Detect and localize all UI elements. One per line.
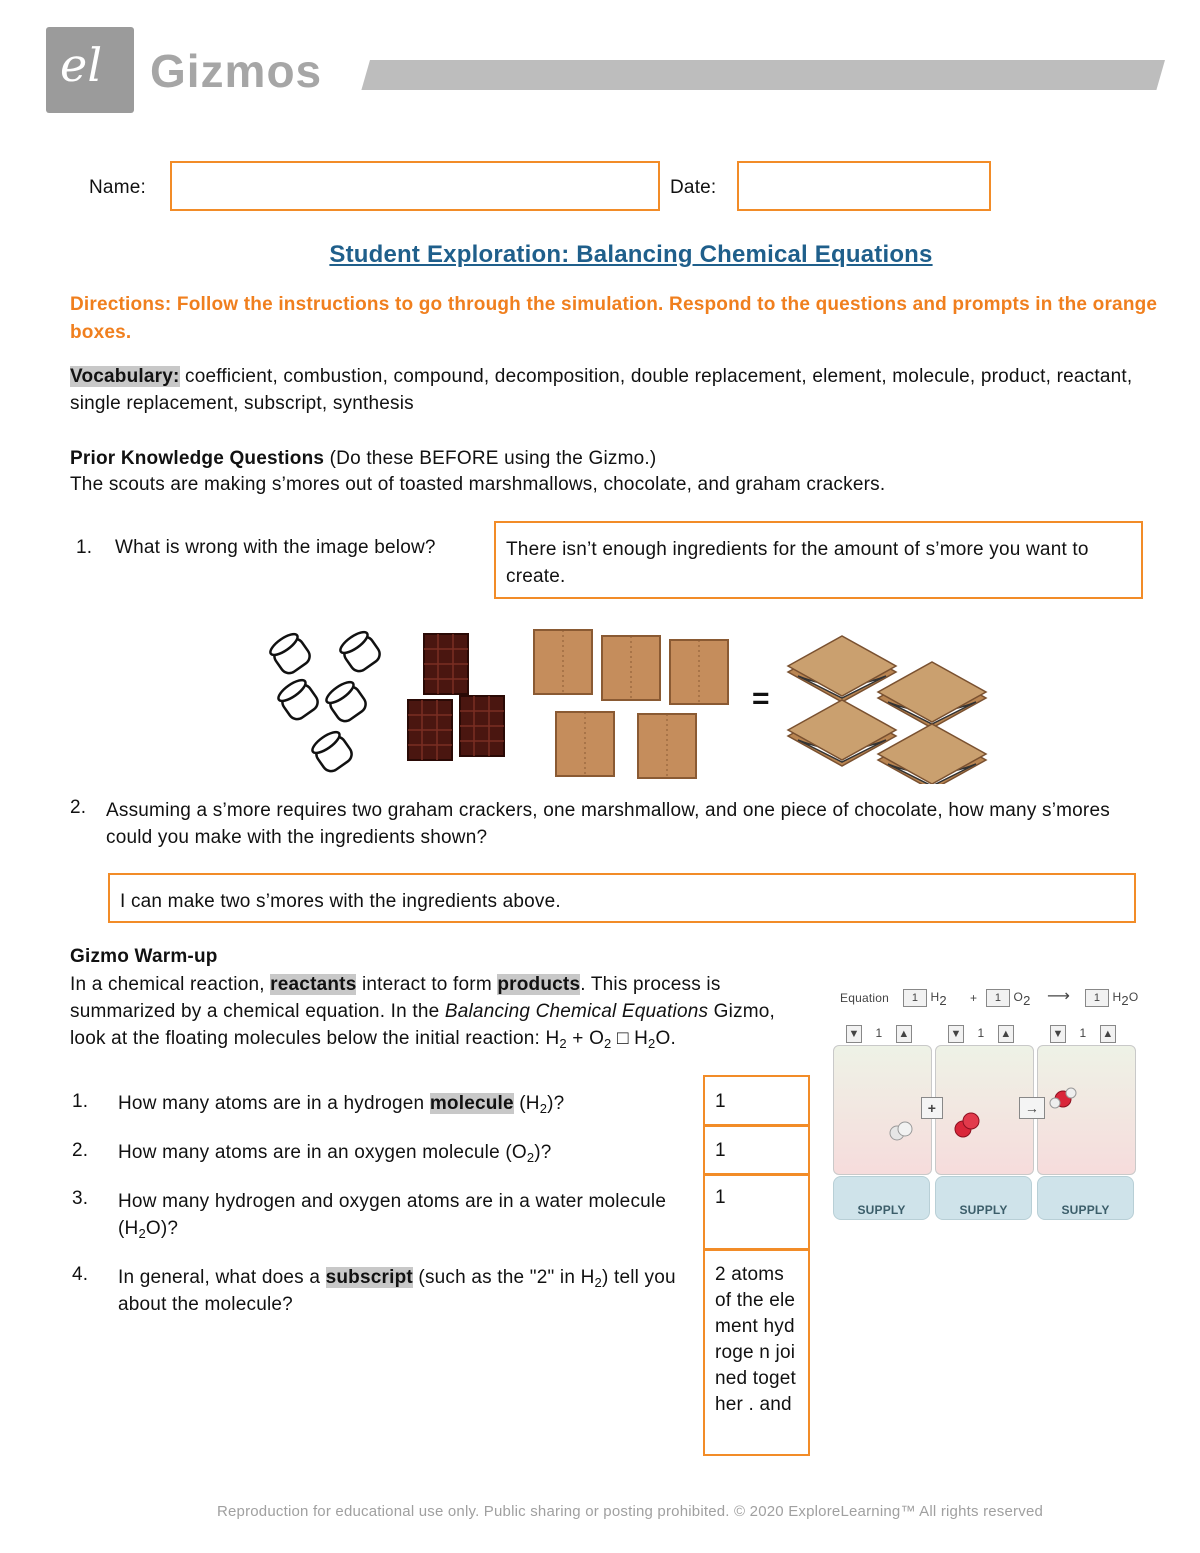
- warmup-q2-text: How many atoms are in an oxygen molecule $(O_2)$?: [118, 1142, 552, 1165]
- warmup-text-e: + O: [566, 1028, 605, 1049]
- equals-sign: =: [752, 682, 770, 715]
- vocabulary-terms: coefficient, combustion, compound, decomposition, double replacement, element, molecule, product, reactant, single replacement, subscript, synthesis: [70, 366, 1133, 414]
- smores-illustration: [262, 624, 1002, 784]
- warmup-text-b: interact to form: [356, 974, 498, 995]
- warmup-text-f: □ H: [611, 1028, 649, 1049]
- q2-answer: I can make two s’mores with the ingredients above.: [120, 891, 561, 912]
- count-o2: 1: [977, 1026, 985, 1040]
- header-bar: [361, 60, 1165, 90]
- term-products: products: [497, 974, 581, 995]
- warmup-text-d: Gizmo, look at the floating molecules below the initial reaction: H: [70, 1001, 776, 1049]
- date-label: Date:: [670, 177, 717, 198]
- prior-heading: [70, 445, 1170, 472]
- warmup-q4-number: 4.: [72, 1264, 89, 1285]
- name-field[interactable]: [170, 161, 660, 211]
- warmup-q1-text: How many atoms are in a hydrogen molecule $(H_2)$?: [118, 1093, 565, 1116]
- plus-icon: +: [921, 1097, 943, 1119]
- counter-h2: [846, 1025, 912, 1043]
- plus-label: +: [970, 991, 978, 1005]
- warmup-a1: 1: [715, 1091, 726, 1112]
- name-label: Name:: [89, 177, 146, 198]
- warmup-q4-text: In general, what does a subscript (such as the "2" in $H_2$) tell you about the molecule?: [118, 1267, 676, 1315]
- footer-copyright: Reproduction for educational use only. Public sharing or posting prohibited. © 2020 ExploreLearning™ All rights reserved: [216, 1503, 1044, 1520]
- equation-label: Equation: [840, 991, 889, 1005]
- count-h2: 1: [875, 1026, 883, 1040]
- warmup-q3-text: How many hydrogen and oxygen atoms are in a water molecule $(H_2O)$?: [118, 1191, 667, 1241]
- chocolate-icons: [408, 634, 504, 760]
- warmup-a2: 1: [715, 1140, 726, 1161]
- hydrogen-molecule-icon: [890, 1122, 912, 1140]
- prior-intro: The scouts are making s’mores out of toasted marshmallows, chocolate, and graham crackers.: [70, 474, 886, 495]
- supply-button-h2o[interactable]: SUPPLY: [1037, 1176, 1134, 1220]
- vocabulary-label: Vocabulary:: [70, 366, 180, 387]
- q1-answer: There isn’t enough ingredients for the amount of s’more you want to create.: [506, 539, 1089, 587]
- subscript: 2: [604, 1036, 612, 1051]
- coefficient-h2o[interactable]: 1: [1085, 989, 1109, 1007]
- warmup-q3-number: 3.: [72, 1188, 89, 1209]
- q2-text: Assuming a s’more requires two graham crackers, one marshmallow, and one piece of chocolate, how many s’mores could you make with the ingredients shown?: [106, 800, 1110, 848]
- coefficient-o2[interactable]: 1: [986, 989, 1010, 1007]
- warmup-a1-box[interactable]: [703, 1075, 810, 1127]
- warmup-q2-number: 2.: [72, 1140, 89, 1161]
- counter-h2o: [1050, 1025, 1116, 1043]
- prior-heading-text: Prior Knowledge Questions: [70, 448, 325, 469]
- supply-button-o2[interactable]: SUPPLY: [935, 1176, 1032, 1220]
- date-field[interactable]: [737, 161, 991, 211]
- arrow-icon: ⟶: [1047, 988, 1071, 1005]
- warmup-a2-box[interactable]: [703, 1124, 810, 1176]
- decrement-icon[interactable]: ▼: [948, 1025, 964, 1043]
- explorelearning-logo: el: [60, 38, 103, 92]
- count-h2o: 1: [1079, 1026, 1087, 1040]
- vocabulary: [70, 363, 1170, 417]
- marshmallow-icons: [267, 628, 383, 774]
- term-molecule: molecule: [429, 1093, 514, 1114]
- page-title: Student Exploration: Balancing Chemical Equations: [329, 241, 933, 268]
- increment-icon[interactable]: ▲: [998, 1025, 1014, 1043]
- reaction-arrow-icon: →: [1019, 1097, 1045, 1119]
- equation-row: 1 $H_2$: [903, 989, 947, 1007]
- warmup-a3: 1: [715, 1187, 726, 1208]
- directions: Directions: Follow the instructions to go through the simulation. Respond to the questions and prompts in the orange boxes.: [70, 294, 1158, 343]
- q1-text: What is wrong with the image below?: [115, 537, 436, 558]
- warmup-q1-number: 1.: [72, 1091, 89, 1112]
- water-molecule-icon: [1050, 1088, 1076, 1108]
- decrement-icon[interactable]: ▼: [1050, 1025, 1066, 1043]
- coefficient-h2[interactable]: 1: [903, 989, 927, 1007]
- warmup-a4: 2 atoms of the element hydroge n joined together . and: [715, 1264, 797, 1415]
- term-subscript: subscript: [325, 1267, 413, 1288]
- brand-name: Gizmos: [150, 45, 323, 97]
- subscript: 2: [559, 1036, 567, 1051]
- warmup-text-a: In a chemical reaction,: [70, 974, 271, 995]
- q1-number: 1.: [76, 537, 93, 558]
- warmup-a4-box[interactable]: [703, 1248, 810, 1456]
- warmup-text-c: . This process is summarized by a chemical equation. In the: [70, 974, 721, 1022]
- smore-icons: [788, 636, 986, 784]
- q1-answer-box[interactable]: [494, 521, 1143, 599]
- oxygen-molecule-icon: [955, 1113, 979, 1137]
- increment-icon[interactable]: ▲: [896, 1025, 912, 1043]
- warmup-text-g: O.: [655, 1028, 676, 1049]
- warmup-paragraph: [70, 971, 800, 1052]
- equation-row-o2: 1 $O_2$: [986, 989, 1031, 1007]
- decrement-icon[interactable]: ▼: [846, 1025, 862, 1043]
- q2-answer-box[interactable]: [108, 873, 1136, 923]
- prior-heading-note: (Do these BEFORE using the Gizmo.): [324, 448, 657, 469]
- increment-icon[interactable]: ▲: [1100, 1025, 1116, 1043]
- q2-number: 2.: [70, 797, 87, 818]
- warmup-heading: Gizmo Warm-up: [70, 946, 218, 967]
- subscript: 2: [648, 1036, 656, 1051]
- equation-row-h2o: 1 $H_2O$: [1085, 989, 1138, 1007]
- counter-o2: [948, 1025, 1014, 1043]
- warmup-a3-box[interactable]: [703, 1173, 810, 1251]
- supply-button-h2[interactable]: SUPPLY: [833, 1176, 930, 1220]
- gizmo-name: Balancing Chemical Equations: [444, 1001, 709, 1022]
- term-reactants: reactants: [270, 974, 357, 995]
